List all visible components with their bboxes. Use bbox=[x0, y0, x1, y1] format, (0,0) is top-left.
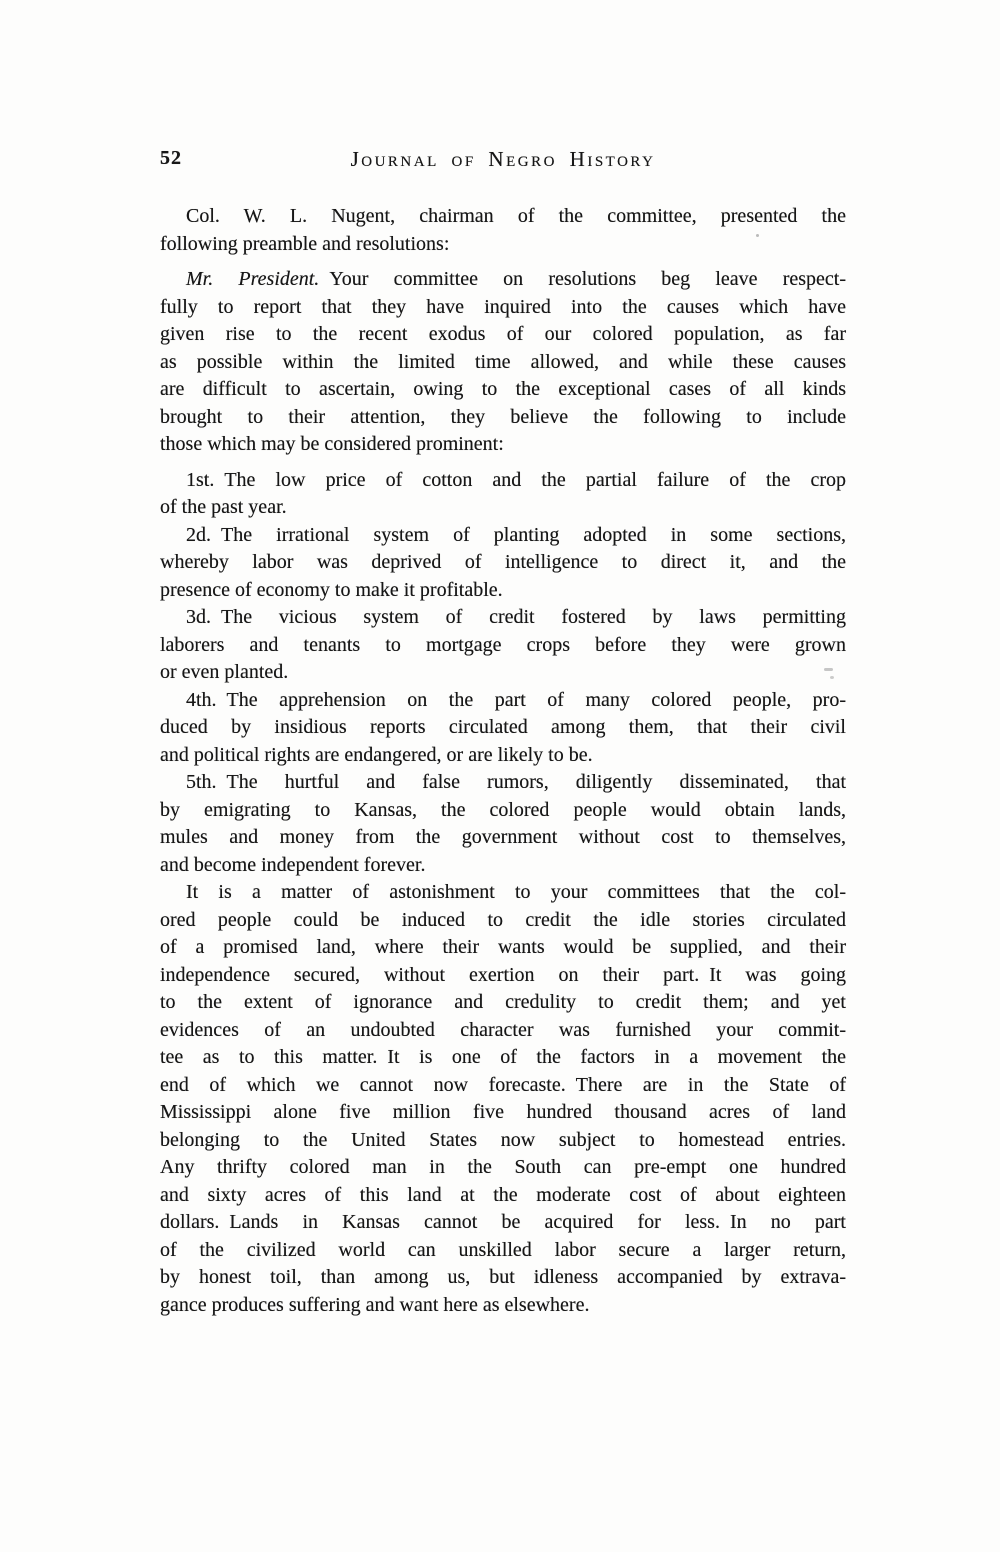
text-line: belonging to the United States now subject to homestead entries. bbox=[160, 1128, 846, 1151]
paragraph-lead-italic: Mr. President. bbox=[186, 268, 320, 290]
running-title: Journal of Negro History bbox=[350, 147, 656, 171]
text-line: 5th. The hurtful and false rumors, diligently disseminated, that bbox=[186, 771, 846, 793]
text-line: and sixty acres of this land at the moderate cost of about eighteen bbox=[160, 1183, 846, 1206]
text-line: Col. W. L. Nugent, chairman of the committee, presented the bbox=[186, 205, 846, 227]
text-line: 4th. The apprehension on the part of many colored people, pro- bbox=[186, 688, 846, 711]
paragraph-resolution-5 bbox=[160, 769, 846, 879]
paragraph bbox=[160, 266, 846, 459]
page-header bbox=[160, 147, 846, 175]
paragraph-resolution-1 bbox=[160, 467, 846, 522]
text-line: It is a matter of astonishment to your committees that the col- bbox=[186, 881, 846, 903]
paragraph-resolution-3 bbox=[160, 604, 846, 687]
text-line: independence secured, without exertion on their part. It was going bbox=[160, 963, 846, 986]
text-line-rest: Your committee on resolutions beg leave respect- bbox=[319, 268, 846, 290]
paragraph-resolution-4 bbox=[160, 687, 846, 770]
paragraph bbox=[160, 879, 846, 1319]
text-line: and political rights are endangered, or are likely to be. bbox=[160, 743, 593, 766]
text-line: Mississippi alone five million five hundred thousand acres of land bbox=[160, 1101, 846, 1123]
text-line: 1st. The low price of cotton and the partial failure of the crop bbox=[186, 468, 846, 491]
text-line: are difficult to ascertain, owing to the exceptional cases of all kinds bbox=[160, 378, 846, 400]
text-line: by emigrating to Kansas, the colored people would obtain lands, bbox=[160, 798, 846, 821]
text-line: evidences of an undoubted character was furnished your commit- bbox=[160, 1018, 846, 1041]
text-line: whereby labor was deprived of intelligence to direct it, and the bbox=[160, 551, 846, 573]
text-line: fully to report that they have inquired into the causes which have bbox=[160, 295, 846, 318]
text-line: or even planted. bbox=[160, 661, 289, 683]
text-line: duced by insidious reports circulated among them, that their civil bbox=[160, 716, 846, 738]
paragraph-resolution-2 bbox=[160, 522, 846, 605]
text-line bbox=[160, 266, 846, 294]
scan-artifact bbox=[830, 676, 834, 679]
text-line: end of which we cannot now forecaste. There are in the State of bbox=[160, 1073, 846, 1096]
scan-artifact bbox=[756, 234, 759, 237]
body-text bbox=[160, 203, 846, 1319]
text-line: by honest toil, than among us, but idleness accompanied by extrava- bbox=[160, 1266, 846, 1288]
paragraph bbox=[160, 203, 846, 258]
text-line: gance produces suffering and want here as elsewhere. bbox=[160, 1293, 590, 1316]
scan-artifact bbox=[824, 668, 833, 671]
text-line: Any thrifty colored man in the South can pre-empt one hundred bbox=[160, 1156, 846, 1178]
text-line: following preamble and resolutions: bbox=[160, 232, 450, 255]
text-line: presence of economy to make it profitable. bbox=[160, 578, 503, 601]
text-line: given rise to the recent exodus of our colored population, as far bbox=[160, 323, 846, 345]
text-line: of the past year. bbox=[160, 496, 287, 518]
text-line: mules and money from the government without cost to themselves, bbox=[160, 826, 846, 848]
text-line: 2d. The irrational system of planting adopted in some sections, bbox=[186, 523, 846, 546]
text-line: of a promised land, where their wants would be supplied, and their bbox=[160, 936, 846, 958]
text-line: as possible within the limited time allowed, and while these causes bbox=[160, 350, 846, 373]
page-number: 52 bbox=[160, 147, 182, 169]
text-line: and become independent forever. bbox=[160, 853, 426, 876]
text-line: those which may be considered prominent: bbox=[160, 433, 504, 455]
text-line: to the extent of ignorance and credulity to credit them; and yet bbox=[160, 991, 846, 1013]
text-line: tee as to this matter. It is one of the factors in a movement the bbox=[160, 1046, 846, 1068]
text-line: ored people could be induced to credit the idle stories circulated bbox=[160, 908, 846, 931]
text-line: of the civilized world can unskilled labor secure a larger return, bbox=[160, 1238, 846, 1261]
text-line: 3d. The vicious system of credit fostered by laws permitting bbox=[186, 606, 846, 628]
text-line: brought to their attention, they believe the following to include bbox=[160, 405, 846, 428]
text-line: dollars. Lands in Kansas cannot be acquired for less. In no part bbox=[160, 1211, 846, 1233]
text-line: laborers and tenants to mortgage crops before they were grown bbox=[160, 633, 846, 656]
